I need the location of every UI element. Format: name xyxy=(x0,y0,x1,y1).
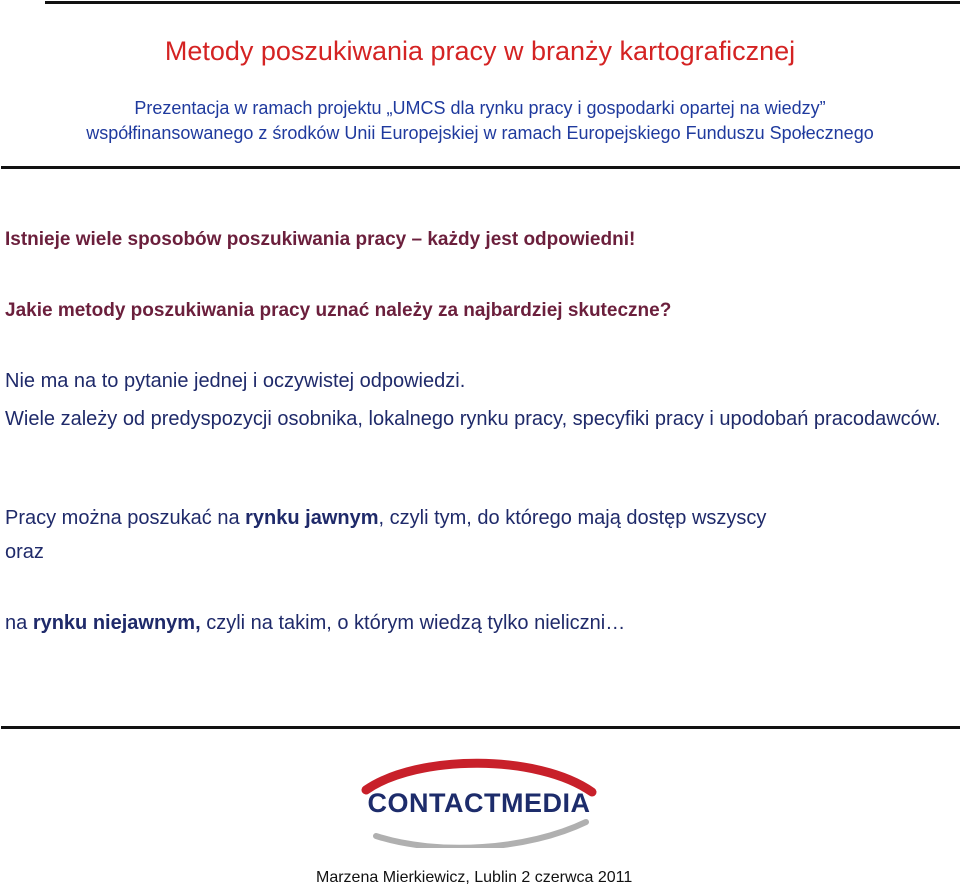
paragraph-4 xyxy=(5,608,957,638)
subtitle-line-1: Prezentacja w ramach projektu „UMCS dla rynku pracy i gospodarki opartej na wiedzy” xyxy=(134,98,826,118)
paragraph-4-pre: na xyxy=(5,612,33,634)
paragraph-3 xyxy=(5,503,957,533)
paragraph-3-bold: rynku jawnym xyxy=(245,507,379,529)
paragraph-2: Wiele zależy od predyspozycji osobnika, lokalnego rynku pracy, specyfiki pracy i upodobań pracodawców. xyxy=(5,408,941,430)
question-heading: Jakie metody poszukiwania pracy uznać należy za najbardziej skuteczne? xyxy=(5,300,672,321)
paragraph-3-pre: Pracy można poszukać na xyxy=(5,507,246,529)
statement-heading: Istnieje wiele sposobów poszukiwania pracy – każdy jest odpowiedni! xyxy=(5,229,636,250)
logo-swoosh-gray xyxy=(376,822,586,848)
paragraph-1: Nie ma na to pytanie jednej i oczywistej odpowiedzi. xyxy=(5,370,466,392)
contactmedia-logo xyxy=(348,752,610,848)
paragraph-4-post: czyli na takim, o którym wiedzą tylko nieliczni… xyxy=(200,612,626,634)
logo-text: CONTACTMEDIA xyxy=(367,788,591,818)
footer-divider xyxy=(1,726,960,729)
header-divider xyxy=(1,166,960,169)
footer-author-date: Marzena Mierkiewicz, Lublin 2 czerwca 2011 xyxy=(316,869,633,886)
paragraph-3-oraz: oraz xyxy=(5,541,44,563)
paragraph-4-bold: rynku niejawnym, xyxy=(32,612,201,634)
top-divider xyxy=(45,1,960,4)
subtitle-line-2: współfinansowanego z środków Unii Europejskiej w ramach Europejskiego Funduszu Społecznego xyxy=(86,123,874,143)
page-title: Metody poszukiwania pracy w branży kartograficznej xyxy=(164,36,796,66)
paragraph-3-post: , czyli tym, do którego mają dostęp wszyscy xyxy=(378,507,767,529)
